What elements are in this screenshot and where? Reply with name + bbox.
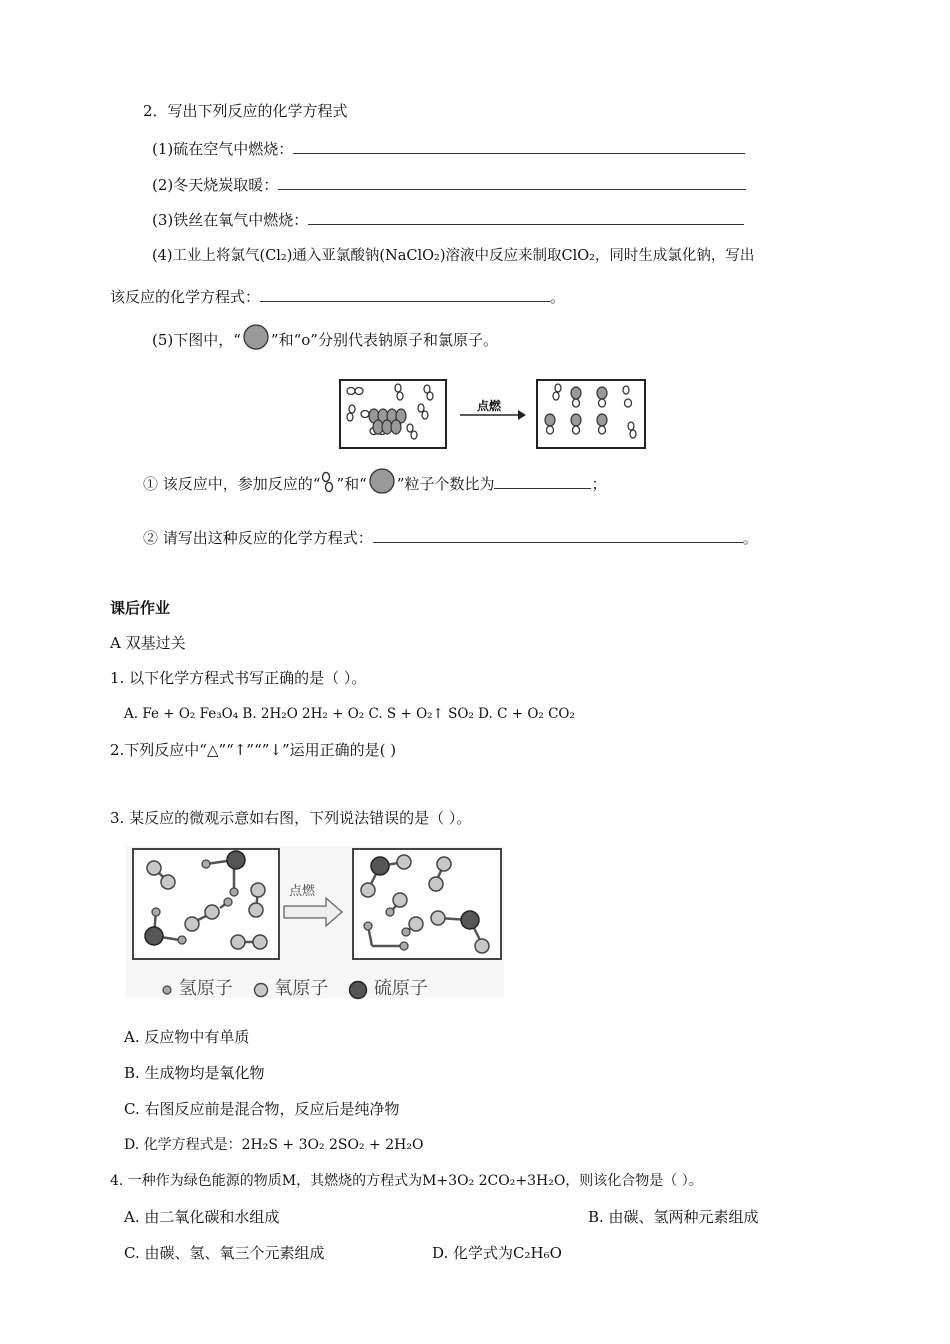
chlorine-molecule <box>347 388 355 395</box>
hydrogen-atom <box>386 908 394 916</box>
sodium-atom-icon <box>367 468 397 494</box>
chlorine-molecule <box>628 422 634 430</box>
q2-part4-end: 。 <box>550 288 566 306</box>
chlorine-molecule <box>395 384 401 392</box>
chlorine-molecule <box>407 424 413 432</box>
hw-q3-option-b: B. 生成物均是氧化物 <box>124 1064 265 1082</box>
chlorine-molecule <box>555 384 561 392</box>
q2-part1-label: (1)硫在空气中燃烧： <box>152 140 294 158</box>
q3-product-box <box>352 848 502 960</box>
oxygen-legend-icon <box>252 981 270 999</box>
chlorine-atom <box>573 426 580 434</box>
sodium-atom <box>571 414 581 426</box>
oxygen-atom <box>437 857 451 871</box>
hydrogen-atom <box>152 908 160 916</box>
q2-sub2-end: 。 <box>742 529 758 547</box>
sulfur-legend-icon <box>347 979 369 1001</box>
hw-q4-option-a: A. 由二氧化碳和水组成 <box>124 1208 280 1226</box>
q3-arrow-label: 点燃 <box>289 884 316 899</box>
product-box <box>536 379 646 449</box>
product-particles <box>538 381 644 447</box>
legend-hydrogen: 氢原子 <box>178 978 233 999</box>
hw-q1-options: A. Fe + O₂ Fe₃O₄ B. 2H₂O 2H₂ + O₂ C. S + O₂↑ SO₂ D. C + O₂ CO₂ <box>124 706 575 722</box>
hw-q3-option-a: A. 反应物中有单质 <box>124 1028 250 1046</box>
oxygen-atom <box>475 939 489 953</box>
oxygen-atom <box>205 905 219 919</box>
q2-part5-label-b: ”和“ο”分别代表钠原子和氯原子。 <box>270 331 498 349</box>
q3-legend <box>160 974 428 1001</box>
q2-sub2 <box>143 528 758 548</box>
q2-sub1 <box>143 472 606 498</box>
q2-part4-label: 该反应的化学方程式： <box>110 288 261 306</box>
hw-q2-stem: 2.下列反应中“△”“↑”“”↓”运用正确的是( ) <box>110 741 397 759</box>
q2-part4-line2 <box>110 287 565 307</box>
legend-oxygen: 氧原子 <box>274 978 329 999</box>
chlorine-atom <box>547 426 554 434</box>
chlorine-molecule <box>418 404 424 412</box>
hw-q4-option-b: B. 由碳、氢两种元素组成 <box>588 1208 759 1226</box>
q2-sub1-label-c: ”粒子个数比为 <box>396 475 495 493</box>
hydrogen-atom <box>224 898 232 906</box>
equation-blank[interactable] <box>373 528 743 543</box>
chlorine-molecule-icon <box>320 471 336 493</box>
hw-q4-stem: 4. 一种作为绿色能源的物质M，其燃烧的方程式为M+3O₂ 2CO₂+3H₂O，则该化合物是（ ）。 <box>110 1173 703 1189</box>
chlorine-atom <box>599 399 606 407</box>
q2-part1-blank[interactable] <box>293 139 745 154</box>
q3-diagram <box>126 846 504 998</box>
oxygen-atom <box>361 883 375 897</box>
q2-sub1-end: ； <box>591 475 607 493</box>
hw-q3-option-c: C. 右图反应前是混合物，反应后是纯净物 <box>124 1100 400 1118</box>
oxygen-atom <box>397 855 411 869</box>
ratio-blank[interactable] <box>494 474 591 489</box>
q3-reactant-box <box>132 848 280 960</box>
homework-title: 课后作业 <box>110 599 171 617</box>
hw-q3-option-d: D. 化学方程式是：2H₂S + 3O₂ 2SO₂ + 2H₂O <box>124 1137 424 1153</box>
q2-part5-line <box>152 328 498 354</box>
oxygen-atom <box>249 903 263 917</box>
q2-sub1-label-a: ① 该反应中，参加反应的“ <box>143 475 321 493</box>
oxygen-atom <box>409 917 423 931</box>
q3-reactant-molecules <box>134 850 278 958</box>
q2-part2-blank[interactable] <box>278 175 746 190</box>
hydrogen-atom <box>400 942 408 950</box>
q2-sub1-label-b: ”和“ <box>336 475 367 493</box>
hydrogen-atom <box>402 928 410 936</box>
sodium-atom <box>391 420 401 434</box>
q2-part4-line1: (4)工业上将氯气(Cl₂)通入亚氯酸钠(NaClO₂)溶液中反应来制取ClO₂，同时生成氯化钠，写出 <box>152 248 755 264</box>
oxygen-atom <box>161 875 175 889</box>
sodium-atom <box>597 414 607 426</box>
sodium-atom <box>545 414 555 426</box>
hw-q4-option-d: D. 化学式为C₂H₆O <box>432 1244 562 1262</box>
hw-q4-option-c: C. 由碳、氢、氧三个元素组成 <box>124 1244 325 1262</box>
oxygen-atom <box>393 893 407 907</box>
oxygen-atom <box>147 861 161 875</box>
oxygen-atom <box>231 935 245 949</box>
q2-part3-blank[interactable] <box>308 210 744 225</box>
chlorine-atom <box>573 399 580 407</box>
q3-product-molecules <box>354 850 500 958</box>
hw-q3-stem: 3. 某反应的微观示意如右图，下列说法错误的是（ ）。 <box>110 809 472 827</box>
sulfur-atom <box>145 927 163 945</box>
reactant-box <box>339 379 447 449</box>
hydrogen-legend-icon <box>160 983 174 997</box>
q2-part4-blank[interactable] <box>260 287 550 302</box>
oxygen-atom <box>185 917 199 931</box>
q2-part2-label: (2)冬天烧炭取暖： <box>152 176 279 194</box>
chlorine-molecule <box>349 405 355 413</box>
oxygen-atom <box>431 911 445 925</box>
oxygen-atom <box>253 935 267 949</box>
sodium-atom <box>571 387 581 399</box>
hw-q1-stem: 1. 以下化学方程式书写正确的是（ ）。 <box>110 669 367 687</box>
sulfur-atom <box>227 851 245 869</box>
chlorine-molecule <box>623 386 629 394</box>
hydrogen-atom <box>364 922 372 930</box>
q2-part2 <box>152 175 746 195</box>
q2-sub2-label: ② 请写出这种反应的化学方程式： <box>143 529 373 547</box>
reactant-particles <box>341 381 445 447</box>
hydrogen-atom <box>202 860 210 868</box>
chlorine-atom <box>599 426 606 434</box>
oxygen-atom <box>251 883 265 897</box>
chlorine-molecule <box>361 411 369 418</box>
hydrogen-atom <box>230 888 238 896</box>
question-2-title: 2．写出下列反应的化学方程式 <box>143 102 348 120</box>
arrow-label: 点燃 <box>477 399 502 413</box>
hydrogen-atom <box>178 936 186 944</box>
sodium-atom-icon <box>241 324 271 350</box>
sulfur-atom <box>461 911 479 929</box>
section-label: A 双基过关 <box>110 634 186 652</box>
oxygen-atom <box>429 877 443 891</box>
sulfur-atom <box>371 857 389 875</box>
q2-part3-label: (3)铁丝在氧气中燃烧： <box>152 211 309 229</box>
q2-part3 <box>152 210 744 230</box>
legend-sulfur: 硫原子 <box>373 978 428 999</box>
q2-part1 <box>152 139 745 159</box>
sodium-atom <box>597 387 607 399</box>
q2-part5-label-a: (5)下图中，“ <box>152 331 241 349</box>
